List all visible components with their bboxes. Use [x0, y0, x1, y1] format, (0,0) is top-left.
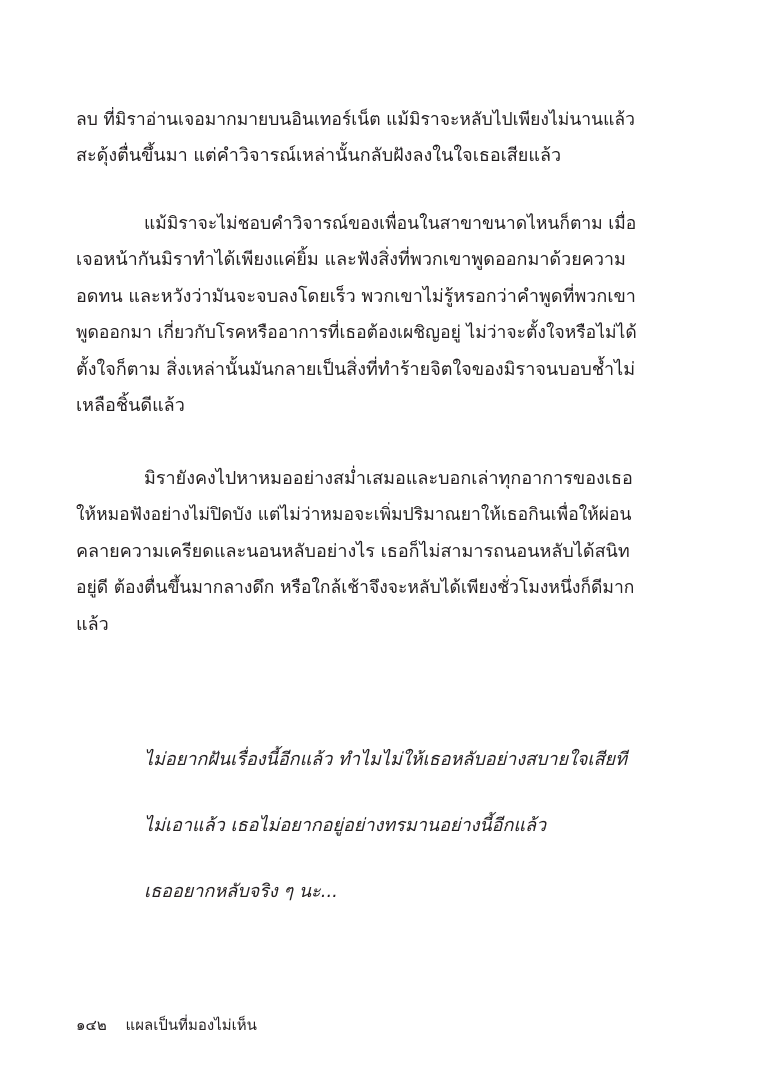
paragraph-line: มิรายังคงไปหาหมออย่างสม่ำเสมอและบอกเล่าทุกอาการของเธอ: [144, 468, 633, 489]
paragraph-2: [76, 206, 642, 424]
page-footer: [76, 1013, 257, 1037]
paragraph-line: คลายความเครียดและนอนหลับอย่างไร เธอก็ไม่สามารถนอนหลับได้สนิท: [76, 540, 630, 562]
paragraph-line: ลบ ที่มิราอ่านเจอมากมายบนอินเทอร์เน็ต แม้มิราจะหลับไปเพียงไม่นานแล้ว: [76, 110, 635, 130]
paragraph-line: อดทน และหวังว่ามันจะจบลงโดยเร็ว พวกเขาไม่รู้หรอกว่าคำพูดที่พวกเขา: [76, 285, 636, 307]
paragraph-line: พูดออกมา เกี่ยวกับโรคหรืออาการที่เธอต้องเผชิญอยู่ ไม่ว่าจะตั้งใจหรือไม่ได้: [76, 323, 637, 344]
paragraph-3: [76, 461, 642, 643]
paragraph-line: แม้มิราจะไม่ชอบคำวิจารณ์ของเพื่อนในสาขาขนาดไหนก็ตาม เมื่อ: [144, 214, 637, 234]
italic-thought-line: ไม่เอาแล้ว เธอไม่อยากอยู่อย่างทรมานอย่างนี้อีกแล้ว: [144, 815, 547, 836]
paragraph-line: เจอหน้ากันมิราทำได้เพียงแค่ยิ้ม และฟังสิ่งที่พวกเขาพูดออกมาด้วยความ: [76, 249, 626, 271]
book-title: แผลเป็นที่มองไม่เห็น: [125, 1016, 257, 1034]
paragraph-line: ให้หมอฟังอย่างไม่ปิดบัง แต่ไม่ว่าหมอจะเพิ่มปริมาณยาให้เธอกินเพื่อให้ผ่อน: [76, 505, 632, 526]
paragraph-line: เหลือชิ้นดีแล้ว: [76, 395, 185, 417]
page-number: ๑๔๒: [76, 1016, 107, 1034]
italic-thought-line: เธออยากหลับจริง ๆ นะ...: [144, 881, 338, 902]
paragraph-line: ตั้งใจก็ตาม สิ่งเหล่านั้นมันกลายเป็นสิ่งที่ทำร้ายจิตใจของมิราจนบอบช้ำไม่: [76, 358, 636, 380]
italic-thought-line: ไม่อยากฝันเรื่องนี้อีกแล้ว ทำไมไม่ให้เธอหลับอย่างสบายใจเสียที: [144, 749, 627, 770]
paragraph-1: [76, 102, 642, 175]
paragraph-line: สะดุ้งตื่นขึ้นมา แต่คำวิจารณ์เหล่านั้นกลับฝังลงในใจเธอเสียแล้ว: [76, 145, 562, 167]
paragraph-line: แล้ว: [76, 613, 109, 635]
paragraph-line: อยู่ดี ต้องตื่นขึ้นมากลางดึก หรือใกล้เช้าจึงจะหลับได้เพียงชั่วโมงหนึ่งก็ดีมาก: [76, 578, 635, 599]
